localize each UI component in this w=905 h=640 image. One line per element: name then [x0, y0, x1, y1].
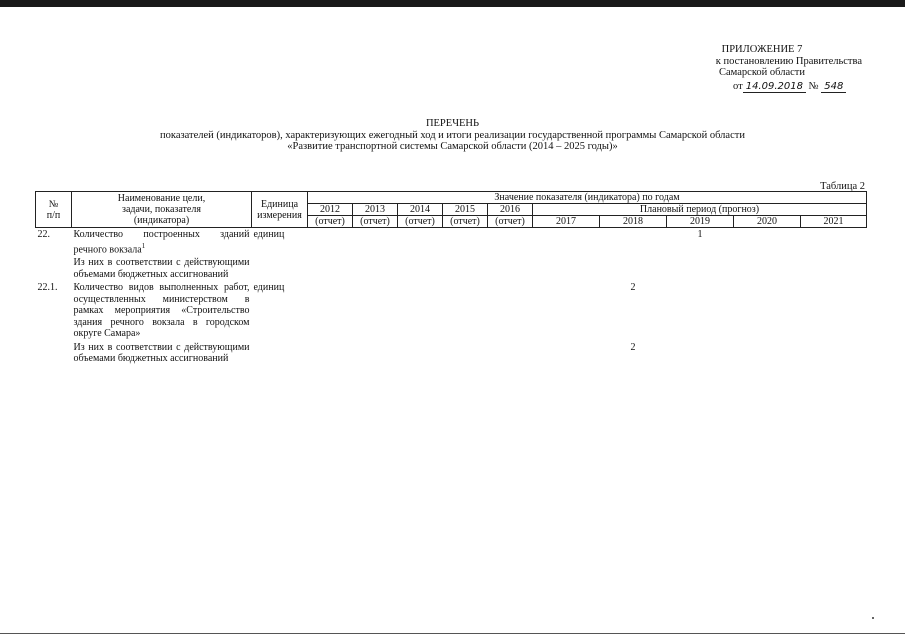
- value-2018: 2: [630, 282, 636, 294]
- col-name-c: (индикатора): [133, 215, 190, 226]
- col-name-a: Наименование цели,: [117, 193, 206, 204]
- row-number: 22.1.: [37, 282, 58, 294]
- table-row: [36, 256, 867, 281]
- date-prefix: от: [733, 81, 743, 92]
- table-row: [36, 341, 867, 366]
- note-2013: (отчет): [353, 216, 398, 228]
- handwritten-number: 548: [821, 81, 846, 93]
- table-row: [36, 228, 867, 257]
- appendix-title: ПРИЛОЖЕНИЕ 7: [721, 44, 803, 55]
- note-2012: (отчет): [308, 216, 353, 228]
- year-2012: 2012: [308, 204, 353, 216]
- note-2015: (отчет): [443, 216, 488, 228]
- col-unit-a: Единица: [260, 198, 299, 210]
- document-title: [0, 118, 905, 153]
- col-name-header: [72, 192, 252, 228]
- note-2016: (отчет): [488, 216, 533, 228]
- col-name-b: задачи, показателя: [122, 204, 201, 215]
- title-heading: ПЕРЕЧЕНЬ: [425, 118, 480, 129]
- col-unit-b: измерения: [257, 209, 302, 221]
- appendix-line2: Самарской области: [719, 67, 805, 78]
- row-description: [72, 228, 252, 257]
- plan-year-2020: 2020: [734, 216, 801, 228]
- scan-speck: [872, 617, 874, 619]
- plan-year-2019: 2019: [667, 216, 734, 228]
- col-unit-header: [252, 192, 308, 228]
- year-2014: 2014: [398, 204, 443, 216]
- number-prefix: №: [808, 81, 819, 92]
- plan-group-header: Плановый период (прогноз): [533, 204, 867, 216]
- col-num-b: п/п: [46, 209, 61, 221]
- year-2015: 2015: [443, 204, 488, 216]
- appendix-date-number: [733, 81, 863, 92]
- row-description: Количество видов выполненных работ, осуществленных министерством в рамках мероприятия «Строительство здания речного вокзала в городском округе Самара»: [73, 282, 250, 340]
- appendix-line1: к постановлению Правительства: [715, 55, 862, 67]
- col-num-a: №: [48, 198, 59, 210]
- scan-bottom-line: [0, 633, 905, 634]
- col-num-header: [36, 192, 72, 228]
- year-2013: 2013: [353, 204, 398, 216]
- handwritten-date: 14.09.2018: [743, 81, 806, 93]
- header-row-1: [36, 192, 867, 204]
- row-unit: единиц: [253, 282, 285, 294]
- footnote-mark: 1: [141, 241, 146, 250]
- scan-top-border: [0, 0, 905, 7]
- appendix-header: [662, 44, 862, 79]
- plan-year-2021: 2021: [801, 216, 867, 228]
- table-label: Таблица 2: [820, 181, 865, 192]
- plan-year-2017: 2017: [533, 216, 600, 228]
- row-description-text: Количество построенных зданий речного вокзала: [73, 229, 250, 255]
- indicators-table: [35, 191, 867, 366]
- value-2019: 1: [697, 229, 703, 240]
- plan-year-2018: 2018: [600, 216, 667, 228]
- row-description: Из них в соответствии с действующими объемами бюджетных ассигнований: [73, 257, 250, 280]
- title-line1: показателей (индикаторов), характеризующих ежегодный ход и итоги реализации государственной программы Самарской области: [160, 129, 745, 141]
- title-line2: «Развитие транспортной системы Самарской области (2014 – 2025 годы)»: [287, 141, 618, 152]
- row-unit: единиц: [253, 229, 285, 240]
- value-2018: 2: [630, 341, 636, 353]
- year-2016: 2016: [488, 204, 533, 216]
- table-row: [36, 281, 867, 341]
- row-number: 22.: [37, 229, 50, 240]
- values-group-header: Значение показателя (индикатора) по годам: [308, 192, 867, 204]
- note-2014: (отчет): [398, 216, 443, 228]
- row-description: Из них в соответствии с действующими объемами бюджетных ассигнований: [73, 341, 250, 365]
